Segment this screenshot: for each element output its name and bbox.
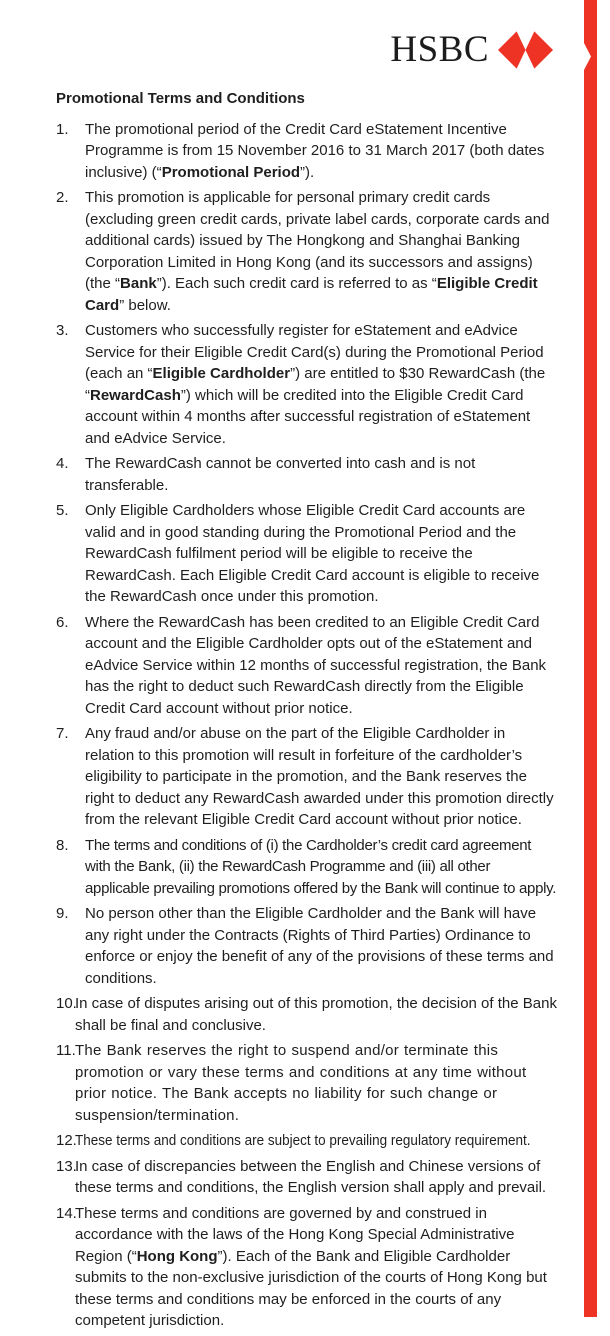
term-number: 8. bbox=[56, 836, 69, 854]
term-item-3 bbox=[56, 320, 558, 449]
term-text: Where the RewardCash has been credited to an Eligible Credit Card account and the Eligible Cardholder opts out of the eStatement and eAdvice Service within 12 months of successful registration, the Bank has the right to deduct such RewardCash directly from the Eligible Credit Card account without prior notice. bbox=[85, 613, 547, 717]
term-text: These terms and conditions are subject to prevailing regulatory requirement. bbox=[75, 1132, 531, 1149]
term-item-10 bbox=[56, 993, 558, 1036]
term-number: 4. bbox=[56, 455, 69, 472]
term-item-11 bbox=[56, 1040, 558, 1126]
term-number: 2. bbox=[56, 189, 69, 206]
term-item-13 bbox=[56, 1156, 558, 1199]
stripe-chevron-notch bbox=[584, 43, 591, 70]
term-text: Only Eligible Cardholders whose Eligible Credit Card accounts are valid and in good standing during the Promotional Period and the RewardCash fulfilment period will be eligible to receive the RewardCash. Each Eligible Credit Card account is eligible to receive the RewardCash once under this promotion. bbox=[85, 502, 540, 605]
term-number: 10. bbox=[56, 995, 77, 1012]
terms-content bbox=[56, 88, 558, 1336]
term-text: In case of disputes arising out of this promotion, the decision of the Bank shall be final and conclusive. bbox=[75, 995, 557, 1034]
term-text: Any fraud and/or abuse on the part of the Eligible Cardholder in relation to this promotion will result in forfeiture of the cardholder’s eligibility to participate in the promotion, and the Bank reserves the right to deduct any RewardCash awarded under this promotion directly from the relevant Eligible Credit Card account without prior notice. bbox=[85, 725, 554, 828]
hsbc-hexagon-icon bbox=[498, 31, 553, 69]
term-number: 5. bbox=[56, 502, 69, 519]
term-number: 3. bbox=[56, 322, 69, 339]
term-item-12 bbox=[56, 1130, 558, 1152]
term-item-6 bbox=[56, 612, 558, 720]
terms-list bbox=[56, 119, 558, 1332]
term-text: The Bank reserves the right to suspend and/or terminate this promotion or vary these terms and conditions at any time without prior notice. The Bank accepts no liability for such change or suspension/termination. bbox=[75, 1042, 527, 1124]
term-number: 6. bbox=[56, 613, 69, 631]
hsbc-wordmark: HSBC bbox=[390, 29, 489, 70]
term-text: Customers who successfully register for eStatement and eAdvice Service for their Eligible Credit Card(s) during the Promotional Period (each an “Eligible Cardholder”) are entitled to $30 RewardCash (the “RewardCash”) which will be credited into the Eligible Credit Card account within 4 months after successful registration of eStatement and eAdvice Service. bbox=[85, 322, 546, 447]
term-text: In case of discrepancies between the English and Chinese versions of these terms and conditions, the English version shall apply and prevail. bbox=[75, 1157, 547, 1196]
term-number: 7. bbox=[56, 725, 69, 742]
page-edge-stripe bbox=[584, 0, 597, 1317]
term-item-2 bbox=[56, 187, 558, 316]
term-item-14 bbox=[56, 1203, 558, 1332]
term-number: 14. bbox=[56, 1204, 77, 1222]
term-item-5 bbox=[56, 500, 558, 608]
term-number: 13. bbox=[56, 1157, 77, 1175]
term-item-4 bbox=[56, 453, 558, 496]
term-text: No person other than the Eligible Cardholder and the Bank will have any right under the Contracts (Rights of Third Parties) Ordinance to enforce or enjoy the benefit of any of the provisions of these terms and conditions. bbox=[85, 905, 554, 987]
term-number: 1. bbox=[56, 120, 69, 138]
term-number: 9. bbox=[56, 905, 69, 922]
term-number: 11. bbox=[56, 1042, 76, 1059]
term-text: The terms and conditions of (i) the Cardholder’s credit card agreement with the Bank, (ii) the RewardCash Programme and (iii) all other applicable prevailing promotions offered by the Bank will continue to apply. bbox=[85, 836, 557, 897]
term-text: This promotion is applicable for personal primary credit cards (excluding green credit cards, private label cards, corporate cards and additional cards) issued by The Hongkong and Shanghai Banking Corporation Limited in Hong Kong (and its successors and assigns) (the “Bank”). Each such credit card is referred to as “Eligible Credit Card” below. bbox=[85, 189, 550, 314]
term-item-7 bbox=[56, 723, 558, 831]
hsbc-logo bbox=[390, 31, 553, 69]
term-text: These terms and conditions are governed by and construed in accordance with the laws of the Hong Kong Special Administrative Region (“Hong Kong”). Each of the Bank and Eligible Cardholder submits to the non-exclusive jurisdiction of the courts of Hong Kong but these terms and conditions may be enforced in the courts of any competent jurisdiction. bbox=[75, 1204, 547, 1329]
term-text: The promotional period of the Credit Card eStatement Incentive Programme is from 15 November 2016 to 31 March 2017 (both dates inclusive) (“Promotional Period”). bbox=[85, 120, 545, 181]
page-title: Promotional Terms and Conditions bbox=[56, 90, 305, 107]
term-item-8 bbox=[56, 835, 558, 900]
term-item-9 bbox=[56, 903, 558, 989]
term-item-1 bbox=[56, 119, 558, 184]
term-number: 12. bbox=[56, 1132, 77, 1149]
term-text: The RewardCash cannot be converted into cash and is not transferable. bbox=[85, 455, 476, 494]
